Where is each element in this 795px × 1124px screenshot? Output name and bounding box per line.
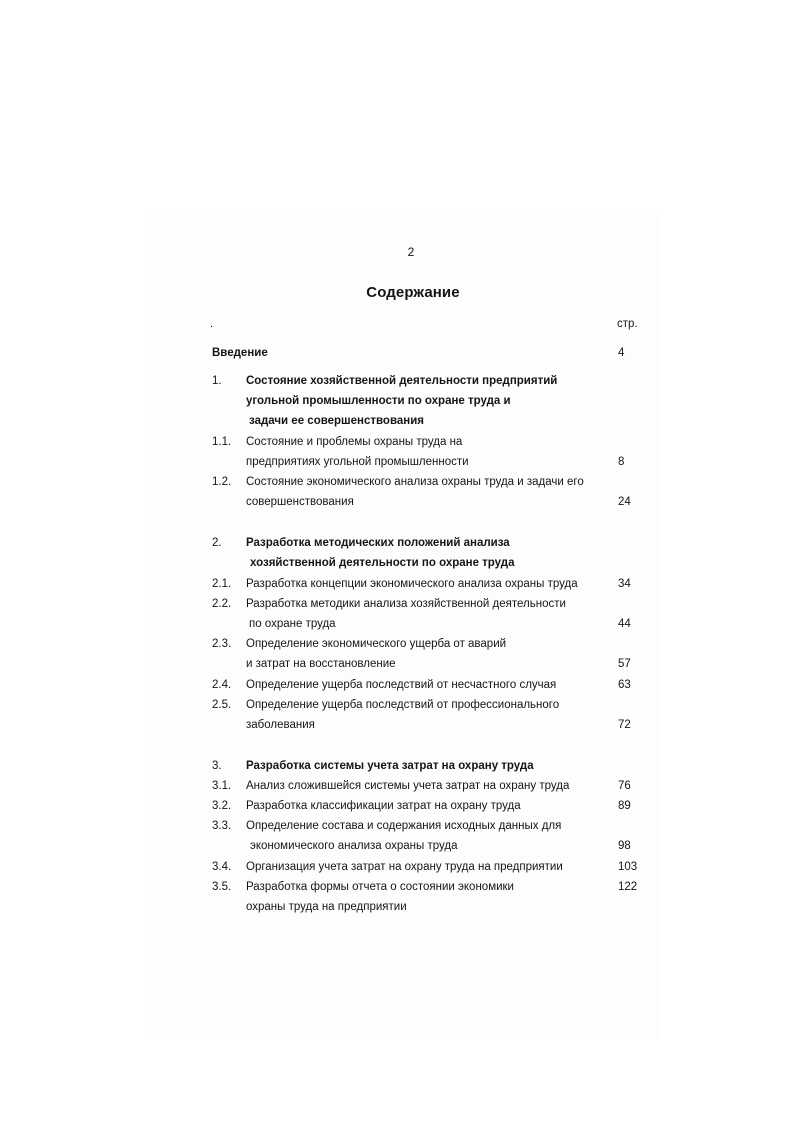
- toc-item-text: Организация учета затрат на охрану труда на предприятии: [246, 861, 563, 873]
- toc-item-number: 2.3.: [212, 638, 232, 650]
- toc-item-text: Разработка методики анализа хозяйственной деятельности: [246, 598, 566, 610]
- toc-section-title: угольной промышленности по охране труда и: [246, 395, 511, 407]
- toc-item-text: Определение состава и содержания исходных данных для: [246, 820, 562, 832]
- toc-item-page: 24: [618, 496, 631, 508]
- toc-item-text: экономического анализа охраны труда: [250, 840, 458, 852]
- toc-item-page: 72: [618, 719, 631, 731]
- toc-section-title: хозяйственной деятельности по охране труда: [250, 557, 515, 569]
- toc-item-text: Определение ущерба последствий от несчастного случая: [246, 679, 557, 691]
- toc-item-number: 3.1.: [212, 780, 232, 792]
- toc-item-number: 3.2.: [212, 800, 232, 812]
- toc-item-page: 89: [618, 800, 631, 812]
- toc-item-text: Определение экономического ущерба от аварий: [246, 638, 507, 650]
- toc-item-page: 122: [618, 881, 638, 893]
- toc-item-number: 2.1.: [212, 578, 232, 590]
- toc-item-text: Состояние экономического анализа охраны труда и задачи его: [246, 476, 584, 488]
- toc-section-title: Разработка системы учета затрат на охрану труда: [246, 760, 534, 772]
- page-title: Содержание: [366, 284, 460, 301]
- toc-item-text: охраны труда на предприятии: [246, 901, 407, 913]
- toc-item-number: 3.5.: [212, 881, 232, 893]
- toc-item-text: Разработка классификации затрат на охрану труда: [246, 800, 521, 812]
- toc-item-text: Определение ущерба последствий от профессионального: [246, 699, 560, 711]
- toc-item-page: 8: [618, 456, 625, 468]
- toc-item-number: 3.3.: [212, 820, 232, 832]
- toc-section-title: Состояние хозяйственной деятельности предприятий: [246, 375, 558, 387]
- toc-item-page: 57: [618, 658, 631, 670]
- toc-item-text: Разработка формы отчета о состоянии экономики: [246, 881, 514, 893]
- toc-item-text: и затрат на восстановление: [246, 658, 396, 670]
- toc-item-page: 44: [618, 618, 631, 630]
- toc-item-page: 34: [618, 578, 631, 590]
- toc-item-text: предприятиях угольной промышленности: [246, 456, 469, 468]
- toc-item-number: 1.2.: [212, 476, 232, 488]
- toc-section-number: 3.: [212, 760, 222, 772]
- toc-item-number: 2.5.: [212, 699, 232, 711]
- toc-section-title: задачи ее совершенствования: [249, 415, 424, 427]
- toc-item-page: 76: [618, 780, 631, 792]
- toc-section-title: Разработка методических положений анализа: [246, 537, 510, 549]
- toc-item-page: 103: [618, 861, 638, 873]
- toc-section-number: 2.: [212, 537, 222, 549]
- toc-item-number: 2.2.: [212, 598, 232, 610]
- toc-item-text: Разработка концепции экономического анализа охраны труда: [246, 578, 578, 590]
- toc-item-text: Состояние и проблемы охраны труда на: [246, 436, 463, 448]
- toc-item-page: 63: [618, 679, 631, 691]
- scan-dot-mark: .: [210, 318, 214, 330]
- toc-item-number: 2.4.: [212, 679, 232, 691]
- toc-item-page: 98: [618, 840, 631, 852]
- toc-item-number: 3.4.: [212, 861, 232, 873]
- page-column-header: стр.: [617, 318, 638, 330]
- scanned-page: [150, 210, 660, 1040]
- toc-item-text: по охране труда: [249, 618, 336, 630]
- toc-intro-label: Введение: [212, 347, 268, 359]
- toc-item-text: заболевания: [246, 719, 315, 731]
- page-number: 2: [407, 245, 415, 259]
- toc-item-text: Анализ сложившейся системы учета затрат на охрану труда: [246, 780, 570, 792]
- toc-item-text: совершенствования: [246, 496, 354, 508]
- toc-intro-page: 4: [618, 347, 625, 359]
- toc-item-number: 1.1.: [212, 436, 232, 448]
- toc-section-number: 1.: [212, 375, 222, 387]
